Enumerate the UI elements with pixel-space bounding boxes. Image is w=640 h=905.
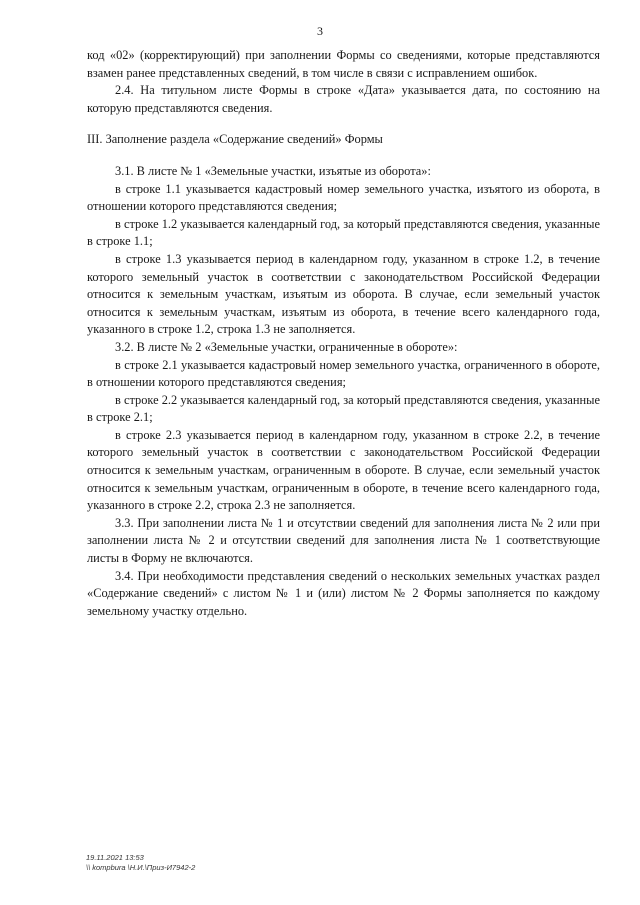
page-number: 3 — [317, 24, 323, 38]
paragraph-line-2-3: в строке 2.3 указывается период в календарном году, указанном в строке 2.2, в течение которого земельный участок в соответствии с законодательством Российской Федерации относится к земельным участкам, ограниченным в обороте. В случае, если земельный участок относится к земельным участкам, ограниченным в обороте, в течение всего календарного года, указанного в строке 2.2, строка 2.3 не заполняется. — [87, 427, 600, 513]
paragraph-line-1-2: в строке 1.2 указывается календарный год, за который представляются сведения, указанные в строке 1.1; — [87, 216, 600, 249]
paragraph-2-4: 2.4. На титульном листе Формы в строке «Дата» указывается дата, по состоянию на которую представляются сведения. — [87, 83, 600, 115]
paragraph-line-2-1: в строке 2.1 указывается кадастровый номер земельного участка, ограниченного в обороте, в отношении которого представляются сведения; — [87, 357, 600, 390]
paragraph-3-4: 3.4. При необходимости представления сведений о нескольких земельных участках раздел «Содержание сведений» с листом № 1 и (или) листом № 2 Формы заполняется по каждому земельному участку отдельно. — [87, 568, 600, 618]
paragraph-3-1: 3.1. В листе № 1 «Земельные участки, изъятые из оборота»: — [115, 163, 431, 178]
section-heading: III. Заполнение раздела «Содержание сведений» Формы — [87, 132, 383, 147]
footer-timestamp: 19.11.2021 13:53 — [86, 853, 144, 862]
paragraph-line-1-1: в строке 1.1 указывается кадастровый номер земельного участка, изъятого из оборота, в отношении которого представляются сведения; — [87, 181, 600, 214]
paragraph-3-3: 3.3. При заполнении листа № 1 и отсутствии сведений для заполнения листа № 2 или при заполнении листа № 2 и отсутствии сведений для заполнения листа № 1 соответствующие листы в Форму не включаются. — [87, 515, 600, 566]
paragraph-line-1-3: в строке 1.3 указывается период в календарном году, указанном в строке 1.2, в течение которого земельный участок в соответствии с законодательством Российской Федерации относится к земельным участкам, изъятым из оборота. В случае, если земельный участок относится к земельным участкам, изъятым из оборота, в течение всего календарного года, указанного в строке 1.2, строка 1.3 не заполняется. — [87, 251, 600, 337]
document-footer — [86, 853, 195, 873]
paragraph-3-2: 3.2. В листе № 2 «Земельные участки, ограниченные в обороте»: — [115, 339, 458, 354]
footer-file-path: \\ kompbura \Н.И.\Приз-И7942-2 — [86, 863, 196, 872]
document-body — [87, 47, 600, 620]
paragraph-line-2-2: в строке 2.2 указывается календарный год, за который представляются сведения, указанные в строке 2.1; — [87, 392, 600, 425]
paragraph-code-02: код «02» (корректирующий) при заполнении Формы со сведениями, которые представляются взамен ранее представленных сведений, в том числе в связи с исправлением ошибок. — [87, 48, 600, 80]
